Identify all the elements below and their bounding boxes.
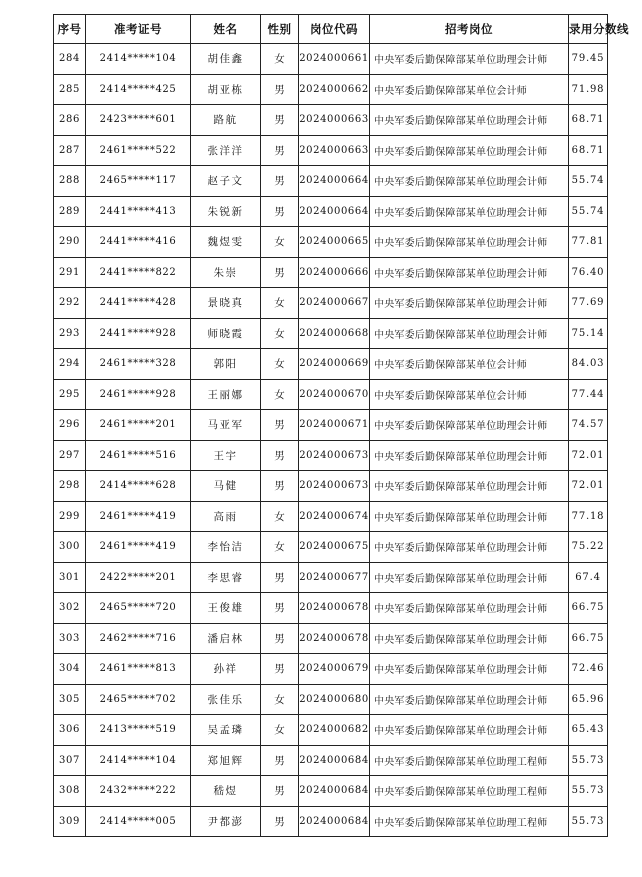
row-number: 296 xyxy=(54,410,86,441)
post-code: 2024000668 xyxy=(299,318,370,349)
table-row xyxy=(54,166,608,197)
row-number: 294 xyxy=(54,349,86,380)
exam-id: 2465*****702 xyxy=(86,684,191,715)
row-number: 284 xyxy=(54,44,86,75)
row-number: 287 xyxy=(54,135,86,166)
post-title: 中央军委后勤保障部某单位助理会计师 xyxy=(370,288,569,319)
post-code: 2024000664 xyxy=(299,196,370,227)
table-row xyxy=(54,684,608,715)
table-row xyxy=(54,593,608,624)
post-title: 中央军委后勤保障部某单位助理会计师 xyxy=(370,623,569,654)
gender: 男 xyxy=(261,74,299,105)
candidate-name: 潘启林 xyxy=(191,623,261,654)
exam-id: 2441*****413 xyxy=(86,196,191,227)
exam-id: 2462*****716 xyxy=(86,623,191,654)
table-row xyxy=(54,349,608,380)
post-title: 中央军委后勤保障部某单位助理会计师 xyxy=(370,471,569,502)
table-row xyxy=(54,105,608,136)
gender: 男 xyxy=(261,196,299,227)
score-line: 55.74 xyxy=(569,166,608,197)
table-row xyxy=(54,196,608,227)
candidate-name: 马亚军 xyxy=(191,410,261,441)
table-row xyxy=(54,471,608,502)
gender: 男 xyxy=(261,135,299,166)
score-line: 76.40 xyxy=(569,257,608,288)
score-line: 55.73 xyxy=(569,806,608,837)
post-code: 2024000679 xyxy=(299,654,370,685)
exam-id: 2414*****104 xyxy=(86,44,191,75)
row-number: 308 xyxy=(54,776,86,807)
exam-id: 2414*****425 xyxy=(86,74,191,105)
exam-id: 2461*****328 xyxy=(86,349,191,380)
table-row xyxy=(54,806,608,837)
col-header-exam-id: 准考证号 xyxy=(86,15,191,44)
table-row xyxy=(54,501,608,532)
gender: 女 xyxy=(261,715,299,746)
candidate-name: 嵇煜 xyxy=(191,776,261,807)
post-code: 2024000667 xyxy=(299,288,370,319)
candidate-name: 尹都澎 xyxy=(191,806,261,837)
table-row xyxy=(54,440,608,471)
candidate-name: 王丽娜 xyxy=(191,379,261,410)
gender: 男 xyxy=(261,410,299,441)
gender: 男 xyxy=(261,776,299,807)
gender: 男 xyxy=(261,166,299,197)
score-line: 68.71 xyxy=(569,135,608,166)
table-row xyxy=(54,74,608,105)
gender: 女 xyxy=(261,349,299,380)
table-header-row xyxy=(54,15,608,44)
post-code: 2024000669 xyxy=(299,349,370,380)
col-header-name: 姓名 xyxy=(191,15,261,44)
row-number: 307 xyxy=(54,745,86,776)
gender: 男 xyxy=(261,440,299,471)
exam-id: 2413*****519 xyxy=(86,715,191,746)
candidate-name: 李思睿 xyxy=(191,562,261,593)
col-header-post: 招考岗位 xyxy=(370,15,569,44)
score-line: 77.44 xyxy=(569,379,608,410)
candidate-name: 张洋洋 xyxy=(191,135,261,166)
post-title: 中央军委后勤保障部某单位助理工程师 xyxy=(370,776,569,807)
gender: 男 xyxy=(261,562,299,593)
gender: 女 xyxy=(261,532,299,563)
exam-id: 2461*****522 xyxy=(86,135,191,166)
table-row xyxy=(54,623,608,654)
post-title: 中央军委后勤保障部某单位助理会计师 xyxy=(370,654,569,685)
post-title: 中央军委后勤保障部某单位助理会计师 xyxy=(370,105,569,136)
gender: 女 xyxy=(261,227,299,258)
post-code: 2024000684 xyxy=(299,776,370,807)
post-title: 中央军委后勤保障部某单位助理会计师 xyxy=(370,135,569,166)
post-title: 中央军委后勤保障部某单位助理会计师 xyxy=(370,196,569,227)
exam-id: 2423*****601 xyxy=(86,105,191,136)
candidate-name: 王宇 xyxy=(191,440,261,471)
table-row xyxy=(54,776,608,807)
post-code: 2024000674 xyxy=(299,501,370,532)
candidate-name: 高雨 xyxy=(191,501,261,532)
col-header-post-code: 岗位代码 xyxy=(299,15,370,44)
score-line: 55.73 xyxy=(569,745,608,776)
score-line: 72.01 xyxy=(569,440,608,471)
post-code: 2024000680 xyxy=(299,684,370,715)
post-title: 中央军委后勤保障部某单位助理会计师 xyxy=(370,166,569,197)
gender: 男 xyxy=(261,745,299,776)
row-number: 300 xyxy=(54,532,86,563)
table-row xyxy=(54,288,608,319)
candidate-name: 吴孟璘 xyxy=(191,715,261,746)
exam-id: 2461*****928 xyxy=(86,379,191,410)
gender: 男 xyxy=(261,105,299,136)
post-title: 中央军委后勤保障部某单位助理会计师 xyxy=(370,410,569,441)
score-line: 65.43 xyxy=(569,715,608,746)
row-number: 291 xyxy=(54,257,86,288)
admission-score-table xyxy=(53,14,629,837)
row-number: 299 xyxy=(54,501,86,532)
candidate-name: 郑旭辉 xyxy=(191,745,261,776)
row-number: 303 xyxy=(54,623,86,654)
table-row xyxy=(54,715,608,746)
score-line: 75.22 xyxy=(569,532,608,563)
post-code: 2024000663 xyxy=(299,105,370,136)
exam-id: 2414*****005 xyxy=(86,806,191,837)
post-code: 2024000664 xyxy=(299,166,370,197)
gender: 男 xyxy=(261,806,299,837)
row-number: 305 xyxy=(54,684,86,715)
exam-id: 2461*****419 xyxy=(86,501,191,532)
exam-id: 2441*****822 xyxy=(86,257,191,288)
candidate-name: 师晓霞 xyxy=(191,318,261,349)
candidate-name: 朱崇 xyxy=(191,257,261,288)
candidate-name: 马健 xyxy=(191,471,261,502)
gender: 女 xyxy=(261,684,299,715)
candidate-name: 胡佳鑫 xyxy=(191,44,261,75)
post-code: 2024000663 xyxy=(299,135,370,166)
table-row xyxy=(54,379,608,410)
post-code: 2024000678 xyxy=(299,593,370,624)
table-row xyxy=(54,44,608,75)
gender: 男 xyxy=(261,654,299,685)
score-line: 66.75 xyxy=(569,623,608,654)
col-header-score: 录用分数线 xyxy=(569,15,608,44)
score-line: 65.96 xyxy=(569,684,608,715)
post-title: 中央军委后勤保障部某单位助理会计师 xyxy=(370,715,569,746)
score-line: 66.75 xyxy=(569,593,608,624)
candidate-name: 孙祥 xyxy=(191,654,261,685)
gender: 女 xyxy=(261,288,299,319)
exam-id: 2461*****516 xyxy=(86,440,191,471)
gender: 女 xyxy=(261,44,299,75)
row-number: 302 xyxy=(54,593,86,624)
post-code: 2024000673 xyxy=(299,471,370,502)
score-line: 67.4 xyxy=(569,562,608,593)
row-number: 285 xyxy=(54,74,86,105)
score-line: 75.14 xyxy=(569,318,608,349)
exam-id: 2461*****419 xyxy=(86,532,191,563)
exam-id: 2432*****222 xyxy=(86,776,191,807)
post-title: 中央军委后勤保障部某单位助理会计师 xyxy=(370,44,569,75)
exam-id: 2441*****416 xyxy=(86,227,191,258)
post-code: 2024000678 xyxy=(299,623,370,654)
row-number: 295 xyxy=(54,379,86,410)
score-line: 74.57 xyxy=(569,410,608,441)
exam-id: 2422*****201 xyxy=(86,562,191,593)
post-code: 2024000684 xyxy=(299,806,370,837)
candidate-name: 李怡洁 xyxy=(191,532,261,563)
score-line: 79.45 xyxy=(569,44,608,75)
row-number: 301 xyxy=(54,562,86,593)
post-title: 中央军委后勤保障部某单位助理会计师 xyxy=(370,257,569,288)
exam-id: 2441*****928 xyxy=(86,318,191,349)
table-row xyxy=(54,410,608,441)
row-number: 304 xyxy=(54,654,86,685)
results-sheet xyxy=(53,14,629,837)
post-code: 2024000661 xyxy=(299,44,370,75)
exam-id: 2465*****720 xyxy=(86,593,191,624)
exam-id: 2441*****428 xyxy=(86,288,191,319)
post-title: 中央军委后勤保障部某单位助理会计师 xyxy=(370,684,569,715)
score-line: 72.01 xyxy=(569,471,608,502)
gender: 男 xyxy=(261,471,299,502)
row-number: 298 xyxy=(54,471,86,502)
candidate-name: 赵子文 xyxy=(191,166,261,197)
post-title: 中央军委后勤保障部某单位助理会计师 xyxy=(370,318,569,349)
table-row xyxy=(54,318,608,349)
score-line: 55.74 xyxy=(569,196,608,227)
post-title: 中央军委后勤保障部某单位会计师 xyxy=(370,74,569,105)
table-row xyxy=(54,227,608,258)
candidate-name: 景晓真 xyxy=(191,288,261,319)
exam-id: 2414*****104 xyxy=(86,745,191,776)
post-title: 中央军委后勤保障部某单位助理会计师 xyxy=(370,440,569,471)
exam-id: 2465*****117 xyxy=(86,166,191,197)
row-number: 288 xyxy=(54,166,86,197)
candidate-name: 郭阳 xyxy=(191,349,261,380)
post-code: 2024000671 xyxy=(299,410,370,441)
post-code: 2024000666 xyxy=(299,257,370,288)
candidate-name: 张佳乐 xyxy=(191,684,261,715)
post-code: 2024000675 xyxy=(299,532,370,563)
post-code: 2024000665 xyxy=(299,227,370,258)
score-line: 77.69 xyxy=(569,288,608,319)
post-code: 2024000677 xyxy=(299,562,370,593)
table-row xyxy=(54,135,608,166)
post-title: 中央军委后勤保障部某单位助理会计师 xyxy=(370,227,569,258)
row-number: 290 xyxy=(54,227,86,258)
post-title: 中央军委后勤保障部某单位助理会计师 xyxy=(370,593,569,624)
exam-id: 2461*****813 xyxy=(86,654,191,685)
score-line: 77.18 xyxy=(569,501,608,532)
table-row xyxy=(54,562,608,593)
gender: 女 xyxy=(261,318,299,349)
row-number: 293 xyxy=(54,318,86,349)
table-row xyxy=(54,532,608,563)
post-title: 中央军委后勤保障部某单位助理会计师 xyxy=(370,562,569,593)
row-number: 292 xyxy=(54,288,86,319)
gender: 男 xyxy=(261,593,299,624)
post-code: 2024000662 xyxy=(299,74,370,105)
post-code: 2024000682 xyxy=(299,715,370,746)
row-number: 297 xyxy=(54,440,86,471)
row-number: 286 xyxy=(54,105,86,136)
post-title: 中央军委后勤保障部某单位会计师 xyxy=(370,379,569,410)
post-title: 中央军委后勤保障部某单位助理工程师 xyxy=(370,806,569,837)
candidate-name: 王俊雄 xyxy=(191,593,261,624)
candidate-name: 路航 xyxy=(191,105,261,136)
post-title: 中央军委后勤保障部某单位助理会计师 xyxy=(370,501,569,532)
exam-id: 2414*****628 xyxy=(86,471,191,502)
gender: 女 xyxy=(261,501,299,532)
score-line: 84.03 xyxy=(569,349,608,380)
score-line: 72.46 xyxy=(569,654,608,685)
table-row xyxy=(54,745,608,776)
post-code: 2024000684 xyxy=(299,745,370,776)
score-line: 55.73 xyxy=(569,776,608,807)
score-line: 68.71 xyxy=(569,105,608,136)
row-number: 306 xyxy=(54,715,86,746)
gender: 男 xyxy=(261,257,299,288)
score-line: 71.98 xyxy=(569,74,608,105)
col-header-no: 序号 xyxy=(54,15,86,44)
candidate-name: 朱锐新 xyxy=(191,196,261,227)
score-line: 77.81 xyxy=(569,227,608,258)
post-title: 中央军委后勤保障部某单位会计师 xyxy=(370,349,569,380)
post-code: 2024000673 xyxy=(299,440,370,471)
candidate-name: 魏煜雯 xyxy=(191,227,261,258)
gender: 女 xyxy=(261,379,299,410)
row-number: 309 xyxy=(54,806,86,837)
post-title: 中央军委后勤保障部某单位助理会计师 xyxy=(370,532,569,563)
table-row xyxy=(54,257,608,288)
col-header-gender: 性别 xyxy=(261,15,299,44)
row-number: 289 xyxy=(54,196,86,227)
candidate-name: 胡亚栋 xyxy=(191,74,261,105)
post-title: 中央军委后勤保障部某单位助理工程师 xyxy=(370,745,569,776)
table-row xyxy=(54,654,608,685)
gender: 男 xyxy=(261,623,299,654)
exam-id: 2461*****201 xyxy=(86,410,191,441)
post-code: 2024000670 xyxy=(299,379,370,410)
